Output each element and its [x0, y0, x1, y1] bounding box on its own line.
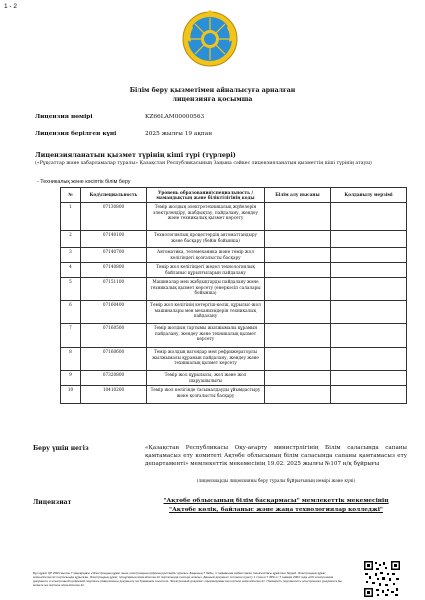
row-validity [331, 248, 407, 263]
page-number: 1 - 2 [4, 3, 18, 10]
license-date: 2025 жылғы 19 ақпан [145, 131, 213, 137]
activity-section-title: Лицензияланатын қызмет түрінің кіші түрі (түрлері) [35, 151, 236, 159]
row-validity [331, 301, 407, 324]
row-number: 9 [61, 371, 81, 386]
table-row [61, 278, 407, 301]
licensee-name-line1: "Ақтөбе облысының білім басқармасы" мемлекеттік мекемесінің [163, 498, 389, 504]
table-row [61, 301, 407, 324]
row-study-form [265, 348, 331, 371]
activity-section-note: («Рұқсаттар және хабарламалар туралы» Қазақстан Республикасының Заңына сәйкес лицензияланатын қызметтің кіші түрінің атауы) [35, 161, 372, 166]
row-code: 07160600 [81, 348, 147, 371]
row-code: 07140800 [81, 263, 147, 278]
row-code: 07140100 [81, 231, 147, 248]
row-study-form [265, 248, 331, 263]
table-row [61, 324, 407, 348]
row-study-form [265, 386, 331, 404]
header-level: Уровень образования\специальность / мамандықтың және біліктілігінің коды [147, 188, 265, 203]
row-code: 10410200 [81, 386, 147, 404]
basis-note: (лицензиарды лицензияны беру туралы бұйрығының нөмірі және күні) [196, 478, 356, 483]
row-specialty: Темір жолдың вагондар мен рефрижераторлы жылжымалы құрамын пайдалану, жөндеу және техникалық қызмет көрсету [147, 348, 265, 371]
row-specialty: Технологиялық процестердің автоматтандыру және басқару (бейін бойынша) [147, 231, 265, 248]
row-validity [331, 231, 407, 248]
licensee-name-line2: "Ақтөбе көлік, байланыс және жаңа технологиялар колледжі" [169, 507, 383, 513]
license-number: KZ66LAM00000563 [145, 114, 205, 120]
header-code: Код\специальность [81, 188, 147, 203]
row-specialty: Темір жол көлігінде тасымалдауды ұйымдастыру және қозғалысты басқару [147, 386, 265, 404]
row-number: 10 [61, 386, 81, 404]
header-num: № [61, 188, 81, 203]
row-study-form [265, 231, 331, 248]
license-number-label: Лицензия нөмірі [35, 114, 93, 120]
row-specialty: Темір жолдың электротехникалық жүйелерін электрлендіру, жабдықтау, пайдалану, жөндеу және техникалық қызмет көрсету [147, 203, 265, 231]
row-study-form [265, 371, 331, 386]
table-row [61, 348, 407, 371]
table-row [61, 248, 407, 263]
licensee-label: Лицензиат [33, 499, 72, 506]
row-study-form [265, 263, 331, 278]
row-validity [331, 386, 407, 404]
row-validity [331, 371, 407, 386]
table-header-row [61, 188, 407, 203]
state-emblem [181, 10, 239, 68]
row-specialty: Темір жол құрылысы, жол және жол шаруашылығы [147, 371, 265, 386]
row-number: 3 [61, 248, 81, 263]
header-validity: Қолданылу мерзімі [331, 188, 407, 203]
activity-subtype: - Техникалық және кәсіптік білім беру [37, 179, 131, 185]
row-validity [331, 278, 407, 301]
row-study-form [265, 278, 331, 301]
document-title-line1: Білім беру қызметімен айналысуға арналған [129, 87, 296, 94]
row-code: 07160400 [81, 301, 147, 324]
row-code: 07320800 [81, 371, 147, 386]
row-specialty: Машиналар мен жабдықтарды пайдалану және техникалық қызмет көрсету (өнеркәсіп салалары бойынша) [147, 278, 265, 301]
row-number: 2 [61, 231, 81, 248]
document-title-line2: лицензияға қосымша [172, 96, 253, 103]
table-row [61, 203, 407, 231]
row-specialty: Темір жол көлігіндегі жедел технологиялық байланыс құрылғыларын пайдалану [147, 263, 265, 278]
row-validity [331, 263, 407, 278]
row-validity [331, 203, 407, 231]
qr-code [363, 560, 401, 598]
row-code: 07160500 [81, 324, 147, 348]
row-validity [331, 324, 407, 348]
row-specialty: Автоматика, телемеханика және темір жол көлігіндегі қозғалысты басқару [147, 248, 265, 263]
row-validity [331, 348, 407, 371]
row-number: 1 [61, 203, 81, 231]
row-code: 07151100 [81, 278, 147, 301]
row-number: 8 [61, 348, 81, 371]
row-specialty: Темір жолдың тартымы жылжымалы құрамын пайдалану, жөндеу және техникалық қызмет көрсету [147, 324, 265, 348]
row-number: 7 [61, 324, 81, 348]
row-number: 6 [61, 301, 81, 324]
row-number: 5 [61, 278, 81, 301]
basis-text: «Қазақстан Республикасы Оқу-ағарту министрлігінің Білім саласында сапаны қамтамасыз ету комитеті Ақтөбе облысының білім саласында сапаны қамтамасыз ету департаменті» мемлекеттік мекемесінің 19.02. 2025 жылғы №107 н/қ бұйрығы [145, 445, 407, 467]
row-code: 07130800 [81, 203, 147, 231]
basis-label: Беру үшін негіз [33, 445, 89, 452]
specialties-table [60, 187, 407, 404]
row-code: 07140700 [81, 248, 147, 263]
table-row [61, 263, 407, 278]
row-number: 4 [61, 263, 81, 278]
table-row [61, 386, 407, 404]
row-study-form [265, 203, 331, 231]
row-study-form [265, 301, 331, 324]
header-study-form: Білім алу нысаны [265, 188, 331, 203]
row-study-form [265, 324, 331, 348]
table-row [61, 231, 407, 248]
row-specialty: Темір жол көлігінің көтергіш-көлік, құрылыс-жол машиналары мен механизмдерін техникалық пайдалану [147, 301, 265, 324]
license-date-label: Лицензия берілген күні [35, 131, 117, 137]
table-row [61, 371, 407, 386]
legal-footer: Бұл құжат ҚР 2003 жылғы 7 қаңтардағы «Электрондық құжат және электрондық цифрлық қолтаңба туралы» Заңының 7 бабы, 1 тармағына сәйкес қағаз тасығыштағы құжатпен бірдей. Электрондық құжат www.elicense.kz порталында құрылған. Электрондық құжат түпнұсқасын www.elicense.kz порталында тексере аласыз. Данный документ согласно пункту 1 статьи 7 ЗРК от 7 января 2003 года «Об электронном документе и электронной цифровой подписи» равнозначен документу на бумажном носителе. Электронный документ сформирован на портале www.elicense.kz. Проверить подлинность электронного документа вы можете на портале www.elicense.kz. [33, 571, 342, 588]
